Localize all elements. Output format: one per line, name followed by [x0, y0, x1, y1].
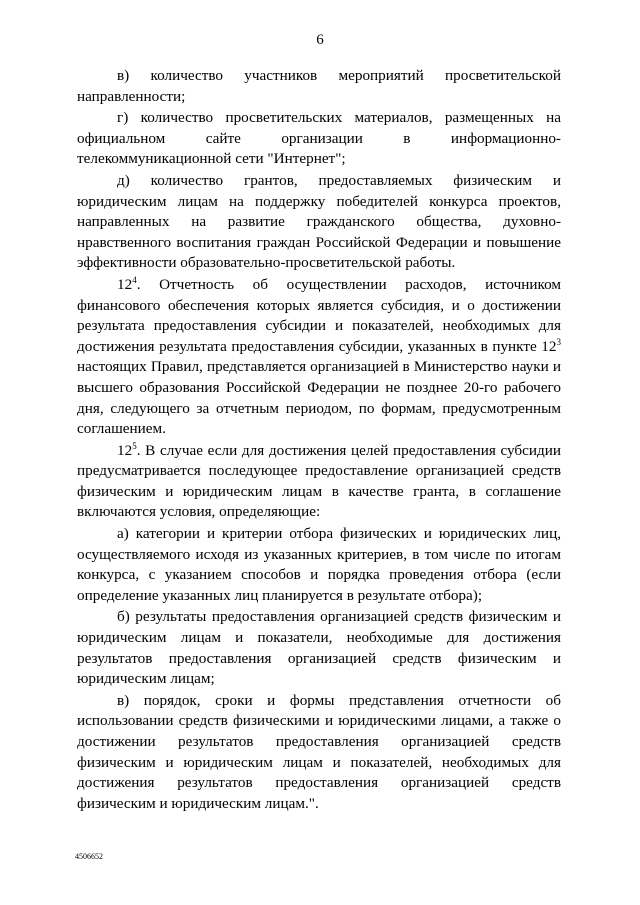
clause-number: 12: [117, 275, 133, 293]
clause-number: 12: [117, 441, 133, 459]
clause-text: . В случае если для достижения целей предоставления субсидии предусматривается последующее предоставление организацией средств физическим и юридическим лицам в качестве гранта, в соглашение включаются условия, определяющие:: [77, 441, 561, 521]
condition-b: б) результаты предоставления организацией средств физическим и юридическим лицам и показатели, необходимые для достижения результатов предоставления организацией средств физическим и юридическим лицам;: [77, 608, 561, 688]
clause-12-5: [77, 441, 561, 523]
page-number: 6: [316, 32, 324, 48]
condition-v: в) порядок, сроки и формы представления отчетности об использовании средств физическими и юридическими лицами, а также о достижении результатов предоставления организацией средств физическим и юридическим лицам и показателей, необходимых для достижения результатов предоставления организацией средств физическим и юридическим лицам.".: [77, 691, 561, 812]
list-item-v: в) количество участников мероприятий просветительской направленности;: [77, 67, 561, 105]
clause-text: . Отчетность об осуществлении расходов, источником финансового обеспечения которых является субсидия, и о достижении результата предоставления субсидии и показателей, необходимых для достижения результата предоставления субсидии, указанных в пункте 12: [77, 275, 561, 355]
clause-text-continued: настоящих Правил, представляется организацией в Министерство науки и высшего образования Российской Федерации не позднее 20-го рабочего дня, следующего за отчетным периодом, по формам, предусмотренным соглашением.: [77, 358, 561, 438]
clause-12-4: [77, 275, 561, 440]
clause-superscript: 4: [132, 274, 137, 285]
document-code: 4506652: [75, 852, 103, 861]
list-item-d: д) количество грантов, предоставляемых физическим и юридическим лицам на поддержку победителей конкурса проектов, направленных на развитие гражданского общества, духовно-нравственного воспитания граждан Российской Федерации и повышение эффективности образовательно-просветительской работы.: [77, 171, 561, 272]
reference-superscript: 3: [556, 336, 561, 347]
document-body: [77, 66, 561, 814]
clause-superscript: 5: [132, 440, 137, 451]
list-item-g: г) количество просветительских материалов, размещенных на официальном сайте организации в информационно-телекоммуникационной сети "Интернет";: [77, 109, 561, 168]
condition-a: а) категории и критерии отбора физических и юридических лиц, осуществляемого исходя из указанных критериев, в том числе по итогам конкурса, с указанием способов и порядка проведения отбора (если определение указанных лиц планируется в результате отбора);: [77, 525, 561, 604]
